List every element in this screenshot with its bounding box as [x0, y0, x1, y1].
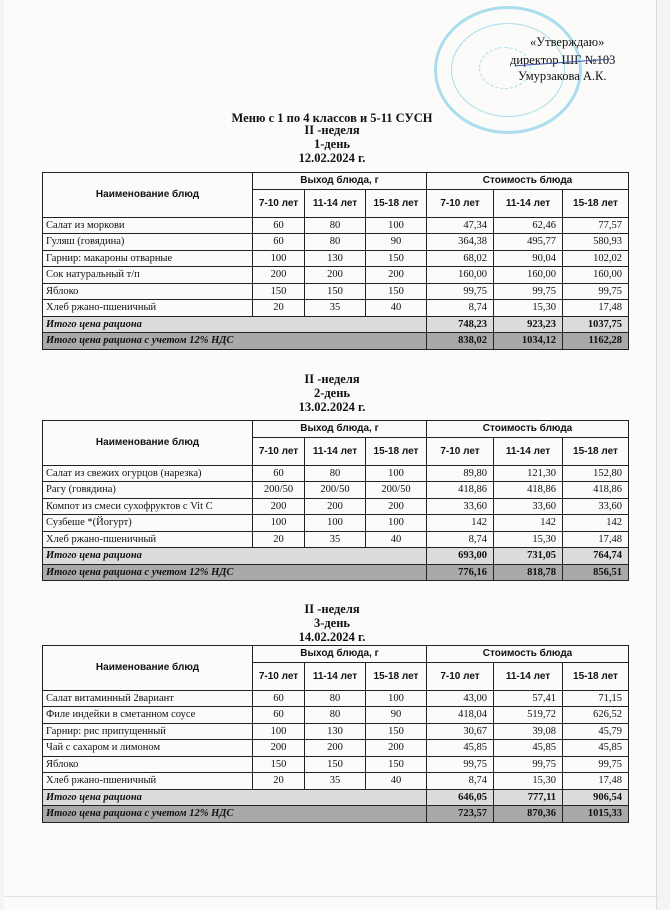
ration-vat-value: 1162,28: [563, 333, 629, 350]
ration-total-value: 693,00: [427, 548, 494, 565]
col-header-cost: Стоимость блюда: [427, 646, 629, 663]
dish-cost: 45,85: [563, 740, 629, 757]
ration-vat-row: [43, 564, 629, 581]
dish-cost: 580,93: [563, 234, 629, 251]
dish-cost: 89,80: [427, 465, 494, 482]
dish-cost: 160,00: [494, 267, 563, 284]
day-day: 2-день: [313, 386, 351, 400]
portion-grams: 200: [253, 267, 305, 284]
col-header-age-output: 7-10 лет: [253, 437, 305, 465]
day-week: II -неделя: [304, 372, 360, 386]
dish-name: Чай с сахаром и лимоном: [43, 740, 253, 757]
portion-grams: 150: [253, 283, 305, 300]
dish-cost: 418,86: [427, 482, 494, 499]
dish-cost: 45,85: [427, 740, 494, 757]
dish-cost: 62,46: [494, 217, 563, 234]
col-header-cost: Стоимость блюда: [427, 421, 629, 438]
ration-vat-value: 818,78: [494, 564, 563, 581]
dish-cost: 77,57: [563, 217, 629, 234]
portion-grams: 100: [253, 515, 305, 532]
table-row: [43, 300, 629, 317]
dish-name: Яблоко: [43, 283, 253, 300]
table-row: [43, 283, 629, 300]
dish-cost: 17,48: [563, 531, 629, 548]
portion-grams: 150: [305, 756, 366, 773]
portion-grams: 200: [253, 740, 305, 757]
portion-grams: 200: [305, 267, 366, 284]
portion-grams: 80: [305, 690, 366, 707]
portion-grams: 35: [305, 531, 366, 548]
dish-name: Гуляш (говядина): [43, 234, 253, 251]
ration-total-label: Итого цена рациона: [43, 548, 427, 565]
portion-grams: 60: [253, 690, 305, 707]
day-date: 14.02.2024 г.: [298, 630, 366, 644]
table-row: [43, 482, 629, 499]
col-header-age-cost: 7-10 лет: [427, 189, 494, 217]
table-row: [43, 773, 629, 790]
table-header-row: [43, 421, 629, 438]
dish-cost: 99,75: [494, 283, 563, 300]
dish-cost: 152,80: [563, 465, 629, 482]
ration-total-value: 646,05: [427, 789, 494, 806]
table-row: [43, 690, 629, 707]
dish-cost: 102,02: [563, 250, 629, 267]
col-header-name: Наименование блюд: [43, 421, 253, 466]
portion-grams: 100: [253, 250, 305, 267]
portion-grams: 150: [366, 723, 427, 740]
dish-cost: 99,75: [494, 756, 563, 773]
ration-total-value: 748,23: [427, 316, 494, 333]
dish-name: Компот из смеси сухофруктов с Vit C: [43, 498, 253, 515]
dish-cost: 160,00: [427, 267, 494, 284]
day-day: 3-день: [313, 616, 351, 630]
portion-grams: 20: [253, 531, 305, 548]
portion-grams: 60: [253, 234, 305, 251]
ration-vat-label: Итого цена рациона с учетом 12% НДС: [43, 333, 427, 350]
table-header-row: [43, 646, 629, 663]
portion-grams: 200: [305, 740, 366, 757]
ration-total-value: 1037,75: [563, 316, 629, 333]
portion-grams: 150: [305, 283, 366, 300]
col-header-output: Выход блюда, г: [253, 646, 427, 663]
table-row: [43, 267, 629, 284]
portion-grams: 80: [305, 465, 366, 482]
dish-cost: 99,75: [427, 283, 494, 300]
page-bottom-line: [4, 896, 660, 897]
table-row: [43, 707, 629, 724]
col-header-age-cost: 15-18 лет: [563, 437, 629, 465]
dish-cost: 495,77: [494, 234, 563, 251]
ration-total-value: 777,11: [494, 789, 563, 806]
dish-name: Рагу (говядина): [43, 482, 253, 499]
portion-grams: 90: [366, 707, 427, 724]
table-row: [43, 531, 629, 548]
portion-grams: 80: [305, 234, 366, 251]
col-header-name: Наименование блюд: [43, 646, 253, 691]
document-page: [4, 0, 657, 910]
col-header-age-cost: 7-10 лет: [427, 437, 494, 465]
portion-grams: 150: [366, 756, 427, 773]
day-day: 1-день: [313, 137, 351, 151]
dish-cost: 47,34: [427, 217, 494, 234]
portion-grams: 100: [366, 465, 427, 482]
portion-grams: 150: [366, 250, 427, 267]
table-row: [43, 740, 629, 757]
dish-cost: 99,75: [563, 283, 629, 300]
col-header-age-output: 15-18 лет: [366, 437, 427, 465]
menu-table: [42, 172, 629, 350]
approval-position: директор ШГ №103: [510, 53, 616, 67]
dish-cost: 519,72: [494, 707, 563, 724]
dish-name: Гарнир: рис припущенный: [43, 723, 253, 740]
col-header-output: Выход блюда, г: [253, 421, 427, 438]
dish-cost: 8,74: [427, 531, 494, 548]
dish-name: Сузбеше *(Йогурт): [43, 515, 253, 532]
dish-cost: 71,15: [563, 690, 629, 707]
dish-name: Филе индейки в сметанном соусе: [43, 707, 253, 724]
dish-name: Хлеб ржано-пшеничный: [43, 300, 253, 317]
dish-cost: 30,67: [427, 723, 494, 740]
dish-cost: 99,75: [563, 756, 629, 773]
ration-vat-value: 838,02: [427, 333, 494, 350]
table-row: [43, 217, 629, 234]
table-row: [43, 465, 629, 482]
portion-grams: 40: [366, 531, 427, 548]
approval-title: «Утверждаю»: [530, 35, 605, 49]
ration-total-label: Итого цена рациона: [43, 789, 427, 806]
table-header-row: [43, 173, 629, 190]
dish-cost: 160,00: [563, 267, 629, 284]
col-header-cost: Стоимость блюда: [427, 173, 629, 190]
ration-total-row: [43, 789, 629, 806]
portion-grams: 150: [253, 756, 305, 773]
day-date: 12.02.2024 г.: [298, 151, 366, 165]
dish-cost: 68,02: [427, 250, 494, 267]
dish-cost: 17,48: [563, 773, 629, 790]
day-date: 13.02.2024 г.: [298, 400, 366, 414]
portion-grams: 200: [366, 498, 427, 515]
day-week: II -неделя: [304, 602, 360, 616]
portion-grams: 200/50: [366, 482, 427, 499]
dish-cost: 33,60: [427, 498, 494, 515]
dish-cost: 45,79: [563, 723, 629, 740]
ration-total-value: 764,74: [563, 548, 629, 565]
portion-grams: 200/50: [253, 482, 305, 499]
col-header-name: Наименование блюд: [43, 173, 253, 218]
col-header-age-cost: 11-14 лет: [494, 189, 563, 217]
day-week: II -неделя: [304, 123, 360, 137]
ration-vat-row: [43, 333, 629, 350]
col-header-age-cost: 15-18 лет: [563, 189, 629, 217]
portion-grams: 80: [305, 217, 366, 234]
col-header-age-cost: 15-18 лет: [563, 662, 629, 690]
dish-name: Салат из моркови: [43, 217, 253, 234]
dish-cost: 364,38: [427, 234, 494, 251]
dish-cost: 8,74: [427, 300, 494, 317]
ration-vat-value: 1015,33: [563, 806, 629, 823]
table-row: [43, 756, 629, 773]
ration-vat-value: 870,36: [494, 806, 563, 823]
dish-name: Гарнир: макароны отварные: [43, 250, 253, 267]
approval-block: [500, 34, 615, 84]
dish-cost: 45,85: [494, 740, 563, 757]
portion-grams: 100: [366, 690, 427, 707]
col-header-age-output: 11-14 лет: [305, 189, 366, 217]
ration-vat-value: 776,16: [427, 564, 494, 581]
dish-cost: 43,00: [427, 690, 494, 707]
menu-title: Меню с 1 по 4 классов и 5-11 СУСН: [231, 111, 433, 125]
col-header-age-output: 7-10 лет: [253, 189, 305, 217]
dish-cost: 142: [427, 515, 494, 532]
portion-grams: 100: [305, 515, 366, 532]
col-header-age-output: 15-18 лет: [366, 662, 427, 690]
dish-name: Сок натуральный т/п: [43, 267, 253, 284]
ration-total-row: [43, 548, 629, 565]
dish-cost: 121,30: [494, 465, 563, 482]
ration-vat-row: [43, 806, 629, 823]
portion-grams: 40: [366, 773, 427, 790]
ration-total-row: [43, 316, 629, 333]
dish-name: Хлеб ржано-пшеничный: [43, 773, 253, 790]
portion-grams: 90: [366, 234, 427, 251]
portion-grams: 20: [253, 773, 305, 790]
ration-total-value: 731,05: [494, 548, 563, 565]
dish-cost: 15,30: [494, 531, 563, 548]
portion-grams: 80: [305, 707, 366, 724]
portion-grams: 60: [253, 707, 305, 724]
portion-grams: 60: [253, 465, 305, 482]
portion-grams: 100: [253, 723, 305, 740]
portion-grams: 200: [305, 498, 366, 515]
ration-total-value: 923,23: [494, 316, 563, 333]
portion-grams: 35: [305, 773, 366, 790]
table-row: [43, 723, 629, 740]
dish-cost: 99,75: [427, 756, 494, 773]
portion-grams: 130: [305, 723, 366, 740]
ration-vat-label: Итого цена рациона с учетом 12% НДС: [43, 806, 427, 823]
col-header-age-cost: 11-14 лет: [494, 437, 563, 465]
portion-grams: 150: [366, 283, 427, 300]
col-header-age-cost: 7-10 лет: [427, 662, 494, 690]
col-header-age-cost: 11-14 лет: [494, 662, 563, 690]
col-header-output: Выход блюда, г: [253, 173, 427, 190]
portion-grams: 130: [305, 250, 366, 267]
col-header-age-output: 11-14 лет: [305, 662, 366, 690]
table-row: [43, 234, 629, 251]
ration-total-label: Итого цена рациона: [43, 316, 427, 333]
dish-cost: 33,60: [563, 498, 629, 515]
dish-cost: 15,30: [494, 773, 563, 790]
dish-cost: 33,60: [494, 498, 563, 515]
portion-grams: 35: [305, 300, 366, 317]
col-header-age-output: 7-10 лет: [253, 662, 305, 690]
dish-cost: 626,52: [563, 707, 629, 724]
portion-grams: 20: [253, 300, 305, 317]
table-row: [43, 250, 629, 267]
dish-name: Салат витаминный 2вариант: [43, 690, 253, 707]
menu-table: [42, 420, 629, 581]
portion-grams: 200/50: [305, 482, 366, 499]
dish-cost: 142: [563, 515, 629, 532]
ration-vat-value: 856,51: [563, 564, 629, 581]
approval-name: Умурзакова А.К.: [518, 69, 607, 83]
dish-cost: 17,48: [563, 300, 629, 317]
ration-vat-value: 1034,12: [494, 333, 563, 350]
ration-total-value: 906,54: [563, 789, 629, 806]
dish-cost: 8,74: [427, 773, 494, 790]
dish-cost: 39,08: [494, 723, 563, 740]
dish-name: Хлеб ржано-пшеничный: [43, 531, 253, 548]
portion-grams: 100: [366, 217, 427, 234]
dish-cost: 57,41: [494, 690, 563, 707]
table-row: [43, 515, 629, 532]
menu-table: [42, 645, 629, 823]
dish-name: Яблоко: [43, 756, 253, 773]
col-header-age-output: 11-14 лет: [305, 437, 366, 465]
portion-grams: 200: [366, 267, 427, 284]
dish-cost: 90,04: [494, 250, 563, 267]
portion-grams: 200: [253, 498, 305, 515]
table-row: [43, 498, 629, 515]
ration-vat-value: 723,57: [427, 806, 494, 823]
dish-cost: 418,04: [427, 707, 494, 724]
portion-grams: 100: [366, 515, 427, 532]
dish-cost: 418,86: [563, 482, 629, 499]
portion-grams: 60: [253, 217, 305, 234]
ration-vat-label: Итого цена рациона с учетом 12% НДС: [43, 564, 427, 581]
dish-cost: 15,30: [494, 300, 563, 317]
portion-grams: 200: [366, 740, 427, 757]
portion-grams: 40: [366, 300, 427, 317]
dish-name: Салат из свежих огурцов (нарезка): [43, 465, 253, 482]
col-header-age-output: 15-18 лет: [366, 189, 427, 217]
dish-cost: 418,86: [494, 482, 563, 499]
dish-cost: 142: [494, 515, 563, 532]
